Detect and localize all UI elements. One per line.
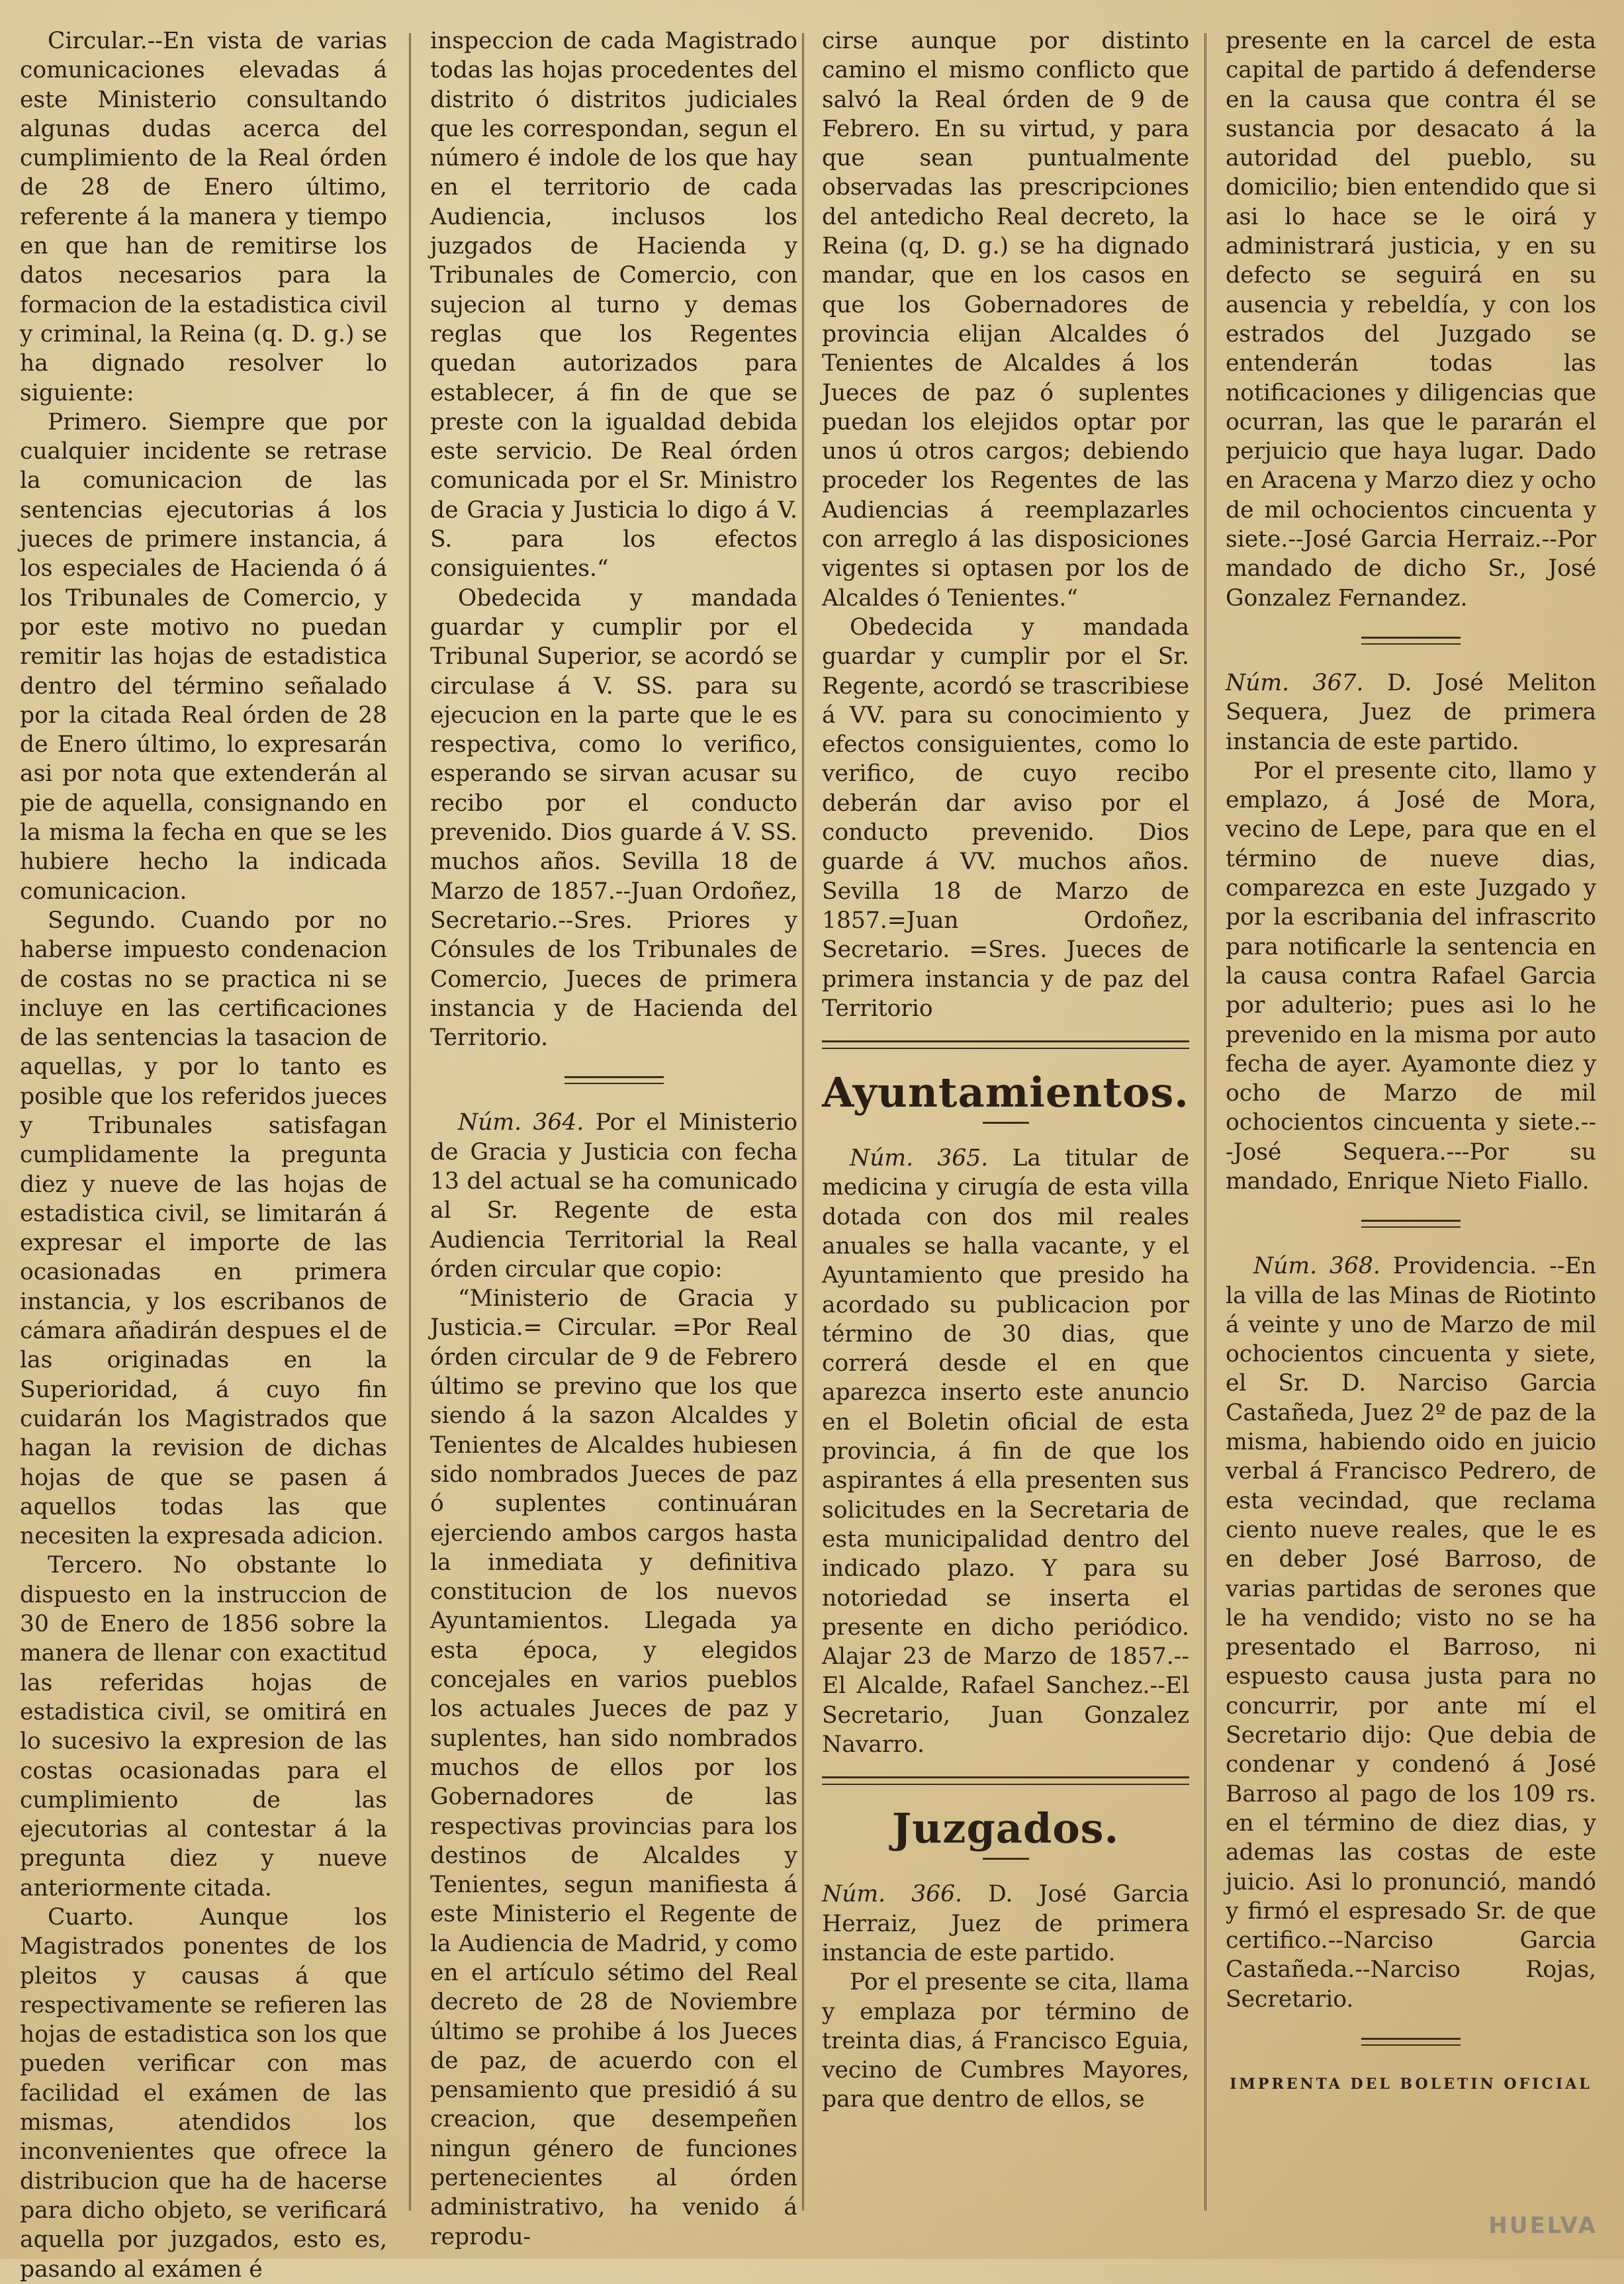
notice-number: Núm. 364. (458, 1109, 584, 1136)
notice-number: Núm. 367. (1226, 669, 1364, 696)
notice-367-body: Por el presente cito, llamo y emplazo, á José de Mora, vecino de Lepe, para que en el término de nueve dias, comparezca en este Juzgado y por la escribania del infrascrito para notificarle la sentencia en la causa contra Rafael Garcia por adulterio; pues asi lo he prevenido en la misma por auto fecha de ayer. Ayamonte diez y ocho de Marzo de mil ochocientos cincuenta y siete.---José Sequera.---Por su mandado, Enrique Nieto Fiallo. (1226, 757, 1596, 1195)
notice-366-continuation: presente en la carcel de esta capital de partido á defenderse en la causa que contra él se sustancia por desacato á la autoridad del pueblo, su domicilio; bien entendido que si asi lo hace se le oirá y administrará justicia, y en su defecto se seguirá en su ausencia y rebeldía, y con los estrados del Juzgado se entenderán todas las notificaciones y diligencias que ocurran, las que le pararán el perjuicio que haya lugar. Dado en Aracena y Marzo diez y ocho de mil ochocientos cincuenta y siete.--José Garcia Herraiz.--Por mandado de dicho Sr., José Gonzalez Fernandez. (1226, 28, 1596, 612)
notice-number: Núm. 368. (1253, 1253, 1380, 1280)
section-separator (1361, 2038, 1461, 2046)
newspaper-page (20, 26, 1608, 2283)
regente-resolution: Obedecida y mandada guardar y cumplir por el Sr. Regente, acordó se trascribiese á VV. para su conocimiento y efectos consiguientes, como lo verifico, de cuyo recibo deberán dar aviso por el conducto prevenido. Dios guarde á VV. muchos años. Sevilla 18 de Marzo de 1857.=Juan Ordoñez, Secretario. =Sres. Jueces de primera instancia y de paz del Territorio (822, 614, 1189, 1022)
notice-366-body: Por el presente se cita, llama y emplaza por término de treinta dias, á Francisco Eguia, vecino de Cumbres Mayores, para que dentro de ellos, se (822, 1969, 1189, 2113)
notice-text: D. José Meliton Sequera, Juez de primera instancia de este partido. (1226, 669, 1596, 755)
notice-text: La titular de medicina y cirugía de esta villa dotada con dos mil reales anuales se halla vacante, y el Ayuntamiento que presido ha acordado su publicacion por término de 30 dias, que correrá desde el en que aparezca inserto este anuncio en el Boletin oficial de esta provincia, á fin de que los aspirantes á ella presenten sus solicitudes en la Secretaria de esta municipalidad dentro del indicado plazo. Y para su notoriedad se inserta el presente en dicho periódico. Alajar 23 de Marzo de 1857.--El Alcalde, Rafael Sanchez.--El Secretario, Juan Gonzalez Navarro. (822, 1145, 1190, 1759)
paragraph-segundo: Segundo. Cuando por no haberse impuesto condenacion de costas no se practica ni se incluye en las certificaciones de las sentencias la tasacion de aquellas, y por lo tanto es posible que los referidos jueces y Tribunales satisfagan cumplidamente la pregunta diez y nueve de las hojas de estadistica civil, se limitarán á expresar el importe de las ocasionadas en primera instancia, y los escribanos de cámara añadirán despues el de las originadas en la Superioridad, á cuyo fin cuidarán los Magistrados que hagan la revision de dichas hojas de que se pasen á aquellos todas las que necesiten la expresada adicion. (20, 907, 387, 1550)
section-title-ayuntamientos: Ayuntamientos. (822, 1068, 1189, 1117)
notice-text: Por el Ministerio de Gracia y Justicia con fecha 13 del actual se ha comunicado al Sr. Regente de esta Audiencia Territorial la Real órden circular que copio: (430, 1109, 798, 1283)
column-divider (409, 33, 411, 2211)
section-separator (1361, 1220, 1461, 1228)
notice-366-heading (822, 1880, 1189, 1968)
ministry-circular: “Ministerio de Gracia y Justicia.= Circular. =Por Real órden circular de 9 de Febrero último se previno que los que siendo á la sazon Alcaldes y Tenientes de Alcaldes hubiesen sido nombrados Jueces de paz ó suplentes continuáran ejerciendo ambos cargos hasta la inmediata y definitiva constitucion de los nuevos Ayuntamientos. Llegada ya esta época, y elegidos concejales en varios pueblos los actuales Jueces de paz y suplentes, han sido nombrados muchos de ellos por los Gobernadores de las respectivas provincias para los destinos de Alcaldes y Tenientes, segun manifiesta á este Ministerio el Regente de la Audiencia de Madrid, y como en el artículo sétimo del Real decreto de 28 de Noviembre último se prohibe á los Jueces de paz, de acuerdo con el pensamiento que presidió á su creacion, que desempeñen ningun género de funciones pertenecientes al órden administrativo, ha venido á reprodu- (430, 1285, 797, 2250)
archive-watermark: HUELVA (1488, 2213, 1598, 2239)
circular-end: cirse aunque por distinto camino el mismo conflicto que salvó la Real órden de 9 de Febrero. En su virtud, y para que sean puntualmente observadas las prescripciones del antedicho Real decreto, la Reina (q, D. g.) se ha dignado mandar, que en los casos en que los Gobernadores de provincia elijan Alcaldes ó Tenientes de Alcaldes á los Jueces de paz ó suplentes puedan los elejidos optar por unos ú otros cargos; debiendo proceder los Regentes de las Audiencias á reemplazarles con arreglo á las disposiciones vigentes si optasen por los de Alcaldes ó Tenientes.“ (822, 28, 1189, 612)
notice-368 (1226, 1252, 1596, 2014)
column-3 (822, 26, 1189, 2115)
paragraph-cuarto: Cuarto. Aunque los Magistrados ponentes de los pleitos y causas á que respectivamente se refieren las hojas de estadistica son los que pueden verificar con mas facilidad el exámen de las mismas, atendidos los inconvenientes que ofrece la distribucion que ha de hacerse para dicho objeto, se verificará aquella por juzgados, esto es, pasando al exámen é (20, 1904, 387, 2283)
notice-text: Providencia. --En la villa de las Minas de Riotinto á veinte y uno de Marzo de mil ochocientos cincuenta y siete, el Sr. D. Narciso Garcia Castañeda, Juez 2º de paz de la misma, habiendo oido en juicio verbal á Francisco Pedrero, de esta vecindad, que reclama ciento nueve reales, que le es en deber José Barroso, de varias partidas de serones que le ha vendido; visto no se ha presentado el Barroso, ni espuesto causa justa para no concurrir, por ante mí el Secretario dijo: Que debia de condenar y condenó á José Barroso al pago de los 109 rs. en el término de diez dias, y ademas las costas de este juicio. Asi lo pronunció, mandó y firmó el espresado Sr. de que certifico.--Narciso Garcia Castañeda.--Narciso Rojas, Secretario. (1226, 1253, 1596, 2013)
circular-intro: Circular.--En vista de varias comunicaciones elevadas á este Ministerio consultando algunas dudas acerca del cumplimiento de la Real órden de 28 de Enero último, referente á la manera y tiempo en que han de remitirse los datos necesarios para la formacion de la estadistica civil y criminal, la Reina (q. D. g.) se ha dignado resolver lo siguiente: (20, 28, 387, 406)
paragraph-tercero: Tercero. No obstante lo dispuesto en la instruccion de 30 de Enero de 1856 sobre la manera de llenar con exactitud las referidas hojas de estadistica civil, se omitirá en lo sucesivo la expresion de las costas ocasionadas para el cumplimiento de las ejecutorias al contestar á la pregunta diez y nueve anteriormente citada. (20, 1552, 387, 1901)
printer-footer: IMPRENTA DEL BOLETIN OFICIAL (1230, 2076, 1592, 2093)
notice-365 (822, 1144, 1189, 1759)
tribunal-resolution: Obedecida y mandada guardar y cumplir por el Tribunal Superior, se acordó se circulase á V. SS. para su ejecucion en la parte que le es respectiva, como lo verifico, esperando se sirvan acusar su recibo por el conducto prevenido. Dios guarde á V. SS. muchos años. Sevilla 18 de Marzo de 1857.--Juan Ordoñez, Secretario.--Sres. Priores y Cónsules de los Tribunales de Comercio, Jueces de primera instancia y de Hacienda del Territorio. (430, 584, 797, 1052)
title-rule (983, 1858, 1029, 1860)
section-title-juzgados: Juzgados. (891, 1804, 1120, 1853)
section-separator (822, 1776, 1189, 1785)
section-separator (1361, 637, 1461, 645)
notice-367-heading (1226, 668, 1596, 756)
notice-number: Núm. 366. (822, 1881, 963, 1908)
column-divider (1204, 33, 1206, 2211)
title-rule (983, 1122, 1029, 1124)
section-separator (564, 1076, 664, 1084)
notice-364 (430, 1108, 797, 1284)
notice-number: Núm. 365. (850, 1145, 989, 1172)
column-divider (802, 33, 804, 2211)
paragraph-primero: Primero. Siempre que por cualquier incidente se retrase la comunicacion de las sentencias ejecutorias á los jueces de primere instancia, á los especiales de Hacienda ó á los Tribunales de Comercio, y por este motivo no puedan remitir las hojas de estadistica dentro del término señalado por la citada Real órden de 28 de Enero último, lo expresarán asi por nota que extenderán al pie de aquella, consignando en la misma la fecha en que se les hubiere hecho la indicada comunicacion. (20, 408, 387, 905)
notice-text: D. José Garcia Herraiz, Juez de primera instancia de este partido. (822, 1881, 1189, 1966)
column-2 (430, 26, 797, 2252)
column-1 (20, 26, 387, 2284)
circular-continuation: inspeccion de cada Magistrado todas las hojas procedentes del distrito ó distritos judiciales que les correspondan, segun el número é indole de los que hay en el territorio de cada Audiencia, inclusos los juzgados de Hacienda y Tribunales de Comercio, con sujecion al turno y demas reglas que los Regentes quedan autorizados para establecer, á fin de que se preste con la igualdad debida este servicio. De Real órden comunicada por el Sr. Ministro de Gracia y Justicia lo digo á V. S. para los efectos consiguientes.“ (430, 28, 797, 582)
section-separator (822, 1040, 1189, 1049)
column-4 (1226, 26, 1596, 2099)
